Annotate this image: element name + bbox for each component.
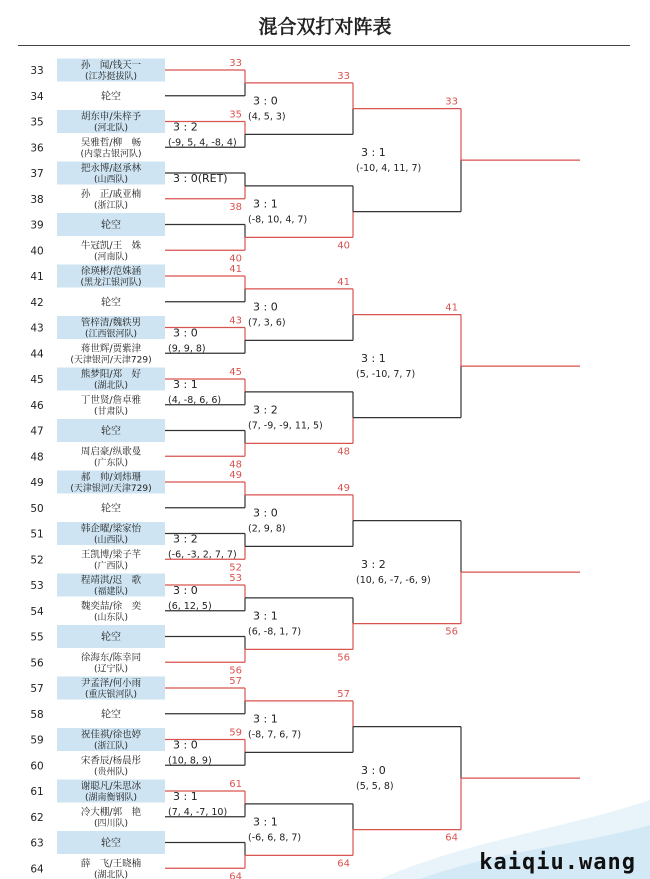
game-scores: (7, 4, -7, 10) [168, 806, 228, 818]
winner-label: 49 [229, 470, 242, 481]
seed-number: 42 [30, 296, 44, 309]
match-score: 3 : 1 [173, 377, 198, 391]
seed-number: 48 [30, 451, 44, 464]
player-team: (江西银河队) [84, 329, 138, 340]
player-team: (重庆银河队) [84, 690, 138, 700]
player-names: 宋香辰/杨晨彤 [80, 755, 142, 767]
winner-label: 53 [229, 573, 242, 584]
player-names: 丁世贤/詹卓雅 [80, 394, 142, 406]
winner-label: 64 [445, 832, 458, 844]
player-team: (内蒙古银河队) [80, 149, 142, 160]
seed-number: 60 [30, 760, 44, 773]
seed-number: 47 [30, 425, 44, 438]
player-team: (黑龙江银河队) [80, 278, 142, 288]
game-scores: (4, -8, 6, 6) [168, 394, 222, 406]
match-score: 3 : 0(RET) [173, 171, 228, 185]
player-names: 蒋世辉/贾紫津 [80, 343, 142, 355]
seed-number: 50 [30, 502, 44, 515]
winner-label: 48 [229, 459, 242, 471]
winner-label: 40 [229, 253, 242, 265]
winner-label: 33 [337, 70, 350, 82]
game-scores: (7, 3, 6) [248, 317, 286, 329]
winner-label: 33 [445, 96, 458, 108]
bye-label: 轮空 [101, 426, 121, 437]
page-title: 混合双打对阵表 [258, 16, 392, 38]
match-score: 3 : 0 [173, 738, 198, 752]
player-team: (福建队) [93, 587, 129, 597]
player-team: (湖北队) [93, 381, 129, 391]
game-scores: (4, 5, 3) [248, 111, 286, 123]
seed-number: 46 [30, 399, 44, 412]
seed-number: 52 [30, 554, 44, 567]
seed-number: 36 [30, 142, 44, 155]
seed-number: 63 [30, 837, 44, 850]
match-score: 3 : 1 [173, 789, 198, 803]
winner-label: 64 [229, 871, 242, 879]
site-watermark: kaiqiu.wang [479, 850, 636, 875]
player-team: (天津银河/天津729) [70, 355, 152, 366]
player-names: 孙 闻/钱天一 [80, 60, 142, 71]
game-scores: (10, 6, -7, -6, 9) [356, 575, 431, 587]
match-score: 3 : 2 [361, 558, 386, 572]
match-score: 3 : 1 [253, 609, 278, 623]
game-scores: (-10, 4, 11, 7) [356, 163, 422, 175]
game-scores: (-9, 5, 4, -8, 4) [168, 137, 237, 149]
match-score: 3 : 2 [173, 532, 198, 546]
winner-label: 56 [337, 652, 350, 664]
match-score: 3 : 1 [253, 712, 278, 726]
winner-label: 40 [337, 240, 350, 252]
match-score: 3 : 1 [253, 197, 278, 211]
player-names: 冷大棚/郭 艳 [80, 806, 142, 818]
seed-number: 59 [30, 734, 44, 747]
bye-label: 轮空 [101, 838, 121, 849]
seed-number: 57 [30, 683, 44, 695]
game-scores: (7, -9, -9, 11, 5) [248, 420, 323, 432]
player-team: (广东队) [93, 458, 129, 469]
game-scores: (-6, 6, 8, 7) [248, 832, 302, 844]
bye-label: 轮空 [101, 709, 121, 721]
player-names: 郝 帅/刘炜珊 [80, 472, 142, 483]
match-score: 3 : 0 [173, 583, 198, 597]
player-names: 吴雅哲/柳 畅 [80, 137, 142, 149]
match-score: 3 : 0 [173, 326, 198, 340]
winner-label: 33 [229, 58, 242, 69]
match-score: 3 : 0 [253, 300, 278, 314]
player-team: (山西队) [93, 535, 129, 546]
game-scores: (2, 9, 8) [248, 523, 286, 535]
player-team: (湖南衡钢队) [84, 793, 138, 803]
player-team: (四川队) [93, 818, 129, 829]
winner-label: 57 [229, 676, 242, 687]
winner-label: 45 [229, 367, 242, 378]
player-names: 韩企曜/梁家怡 [80, 523, 142, 535]
player-names: 祝佳祺/徐也婷 [80, 729, 142, 741]
match-score: 3 : 0 [253, 94, 278, 108]
match-score: 3 : 2 [253, 403, 278, 417]
winner-label: 49 [337, 482, 350, 494]
game-scores: (5, -10, 7, 7) [356, 369, 416, 381]
seed-number: 37 [30, 168, 44, 180]
player-names: 把永博/赵承林 [80, 163, 142, 174]
winner-label: 41 [445, 302, 458, 314]
match-score: 3 : 0 [361, 764, 386, 778]
seed-number: 54 [30, 605, 44, 618]
seed-number: 33 [30, 65, 44, 77]
bye-label: 轮空 [101, 220, 121, 231]
player-team: (浙江队) [93, 741, 129, 752]
player-names: 胡东申/朱梓予 [80, 111, 142, 123]
game-scores: (-8, 10, 4, 7) [248, 214, 308, 226]
player-team: (江苏挺拔队) [84, 72, 138, 82]
player-team: (山西队) [93, 175, 129, 185]
game-scores: (6, 12, 5) [168, 600, 212, 612]
winner-label: 61 [229, 779, 242, 790]
player-names: 谢聪凡/朱思冰 [80, 781, 142, 792]
seed-number: 62 [30, 811, 44, 824]
winner-label: 35 [229, 109, 242, 121]
player-names: 徐海东/陈幸同 [80, 652, 142, 664]
seed-number: 49 [30, 477, 44, 489]
player-team: (河北队) [93, 123, 129, 134]
bye-label: 轮空 [101, 632, 121, 643]
player-names: 徐瑛彬/范姝涵 [80, 266, 142, 277]
seed-number: 40 [30, 245, 44, 258]
player-team: (广西队) [93, 561, 129, 572]
match-score: 3 : 1 [361, 146, 386, 160]
match-score: 3 : 1 [361, 352, 386, 366]
game-scores: (-8, 7, 6, 7) [248, 729, 302, 741]
seed-number: 35 [30, 116, 44, 129]
winner-label: 52 [229, 562, 242, 574]
bye-label: 轮空 [101, 503, 121, 515]
player-names: 尹孟泽/何小雨 [80, 678, 142, 689]
seed-number: 56 [30, 657, 44, 670]
player-team: (山东队) [93, 612, 129, 623]
player-names: 孙 正/戚亚楠 [80, 188, 142, 200]
winner-label: 64 [337, 858, 350, 870]
player-team: (天津银河/天津729) [70, 484, 152, 494]
winner-label: 56 [445, 626, 458, 638]
seed-number: 43 [30, 322, 44, 335]
seed-number: 51 [30, 528, 44, 541]
winner-label: 41 [229, 264, 242, 275]
bye-label: 轮空 [101, 297, 121, 309]
winner-label: 48 [337, 446, 350, 458]
player-team: (浙江队) [93, 200, 129, 211]
winner-label: 38 [229, 201, 242, 213]
player-team: (湖北队) [93, 870, 129, 879]
player-team: (贵州队) [93, 767, 129, 778]
bye-label: 轮空 [101, 91, 121, 103]
player-names: 熊梦阳/郑 好 [80, 369, 142, 380]
seed-number: 64 [30, 863, 44, 876]
seed-number: 34 [30, 90, 44, 103]
winner-label: 59 [229, 727, 242, 739]
winner-label: 43 [229, 315, 242, 327]
player-names: 薛 飞/王晓楠 [80, 858, 142, 870]
seed-number: 61 [30, 786, 44, 798]
seed-number: 55 [30, 631, 44, 644]
seed-number: 41 [30, 271, 44, 283]
match-score: 3 : 0 [253, 506, 278, 520]
game-scores: (5, 5, 8) [356, 781, 394, 793]
player-names: 管梓清/魏轶男 [80, 317, 142, 329]
player-team: (甘肃队) [93, 406, 129, 417]
player-names: 牛冠凯/王 姝 [80, 240, 142, 252]
game-scores: (-6, -3, 2, 7, 7) [168, 549, 237, 561]
player-team: (河南队) [93, 252, 129, 263]
player-names: 周启豪/纵歌曼 [80, 446, 142, 458]
seed-number: 38 [30, 193, 44, 206]
player-team: (辽宁队) [93, 664, 129, 675]
seed-number: 58 [30, 708, 44, 721]
seed-number: 44 [30, 348, 44, 361]
game-scores: (6, -8, 1, 7) [248, 626, 302, 638]
player-names: 王凯博/梁子芊 [80, 549, 142, 561]
player-names: 魏奕喆/徐 奕 [80, 600, 142, 612]
seed-number: 53 [30, 580, 44, 592]
game-scores: (9, 9, 8) [168, 343, 206, 355]
match-score: 3 : 1 [253, 815, 278, 829]
player-names: 程靖淇/迟 歌 [80, 575, 142, 586]
seed-number: 45 [30, 374, 44, 386]
winner-label: 57 [337, 688, 350, 700]
match-score: 3 : 2 [173, 120, 198, 134]
winner-label: 41 [337, 276, 350, 288]
game-scores: (10, 8, 9) [168, 755, 212, 767]
seed-number: 39 [30, 219, 44, 232]
winner-label: 56 [229, 665, 242, 677]
